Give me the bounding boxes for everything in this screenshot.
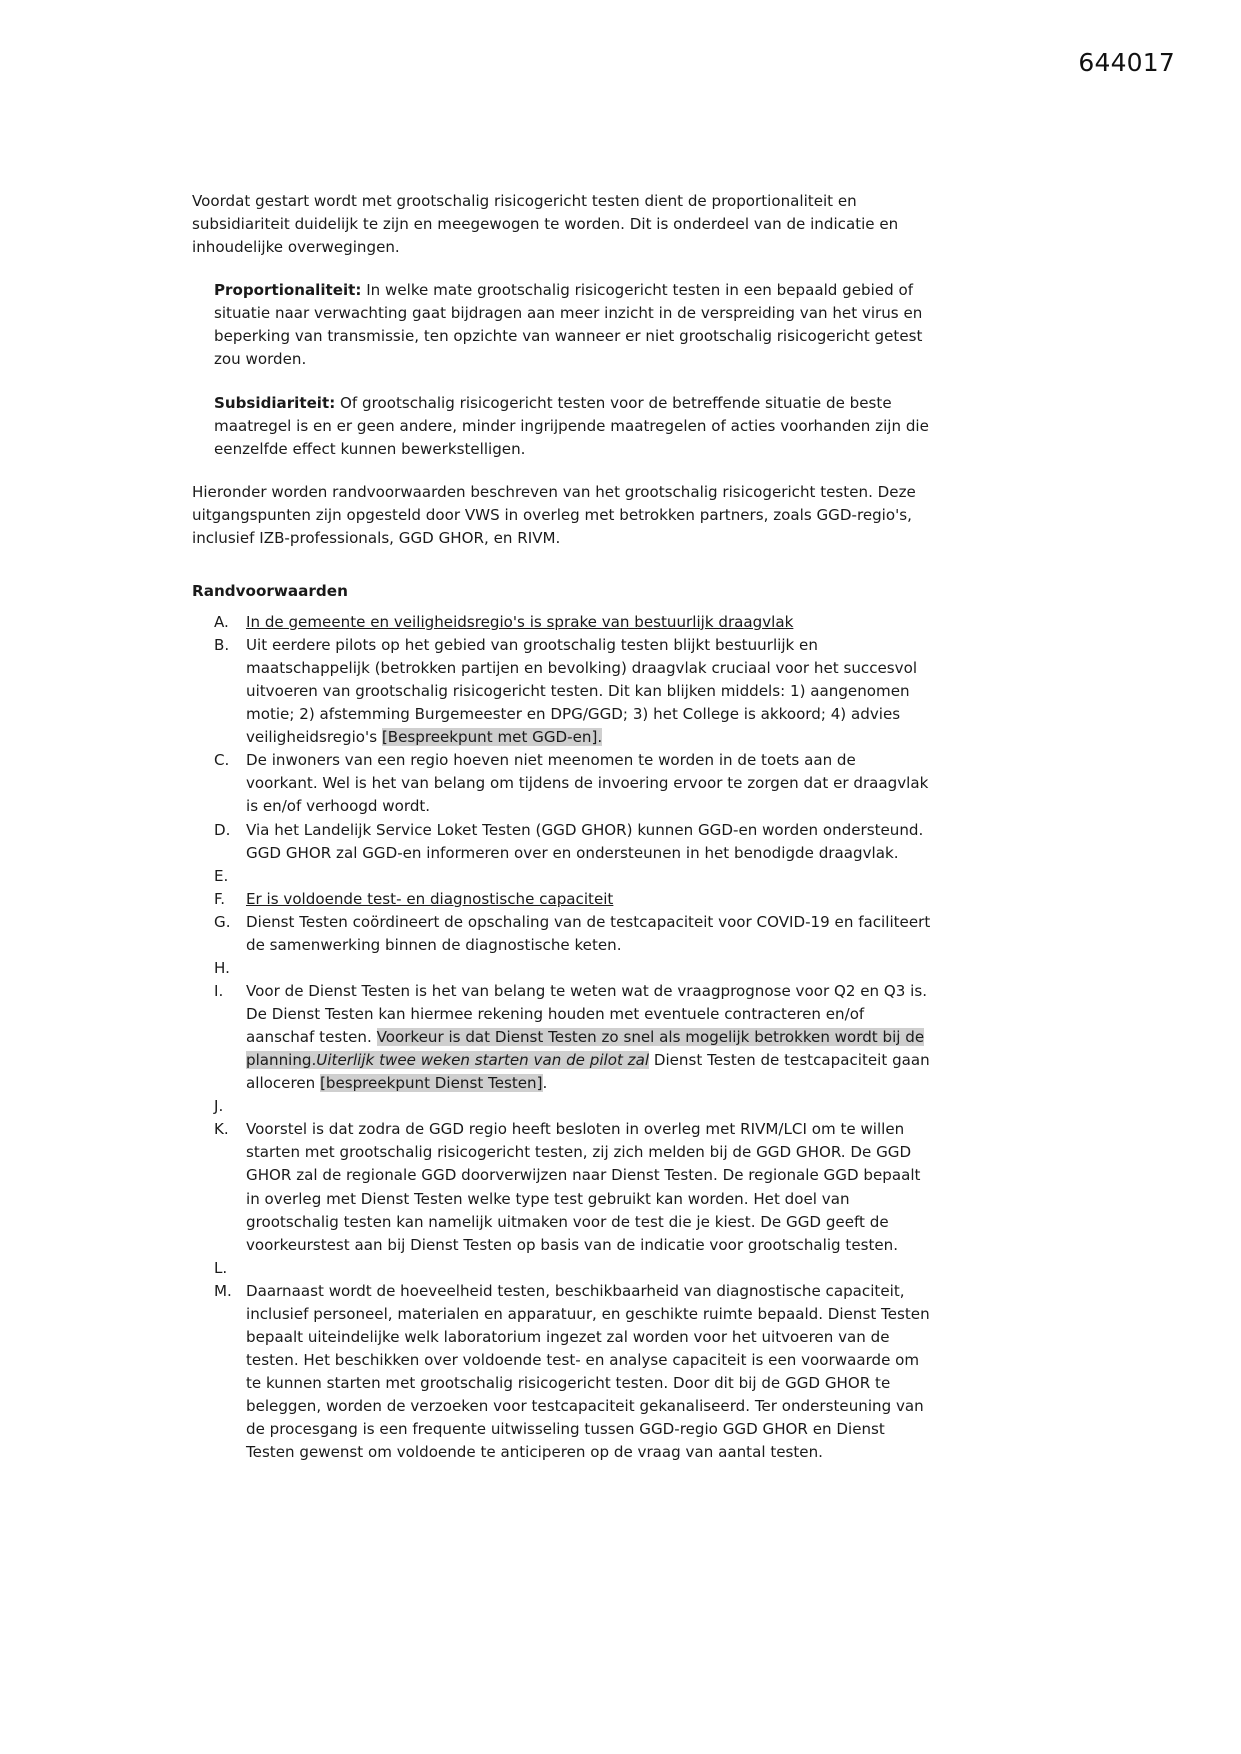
list-item bbox=[192, 611, 932, 634]
list-item-empty bbox=[192, 1257, 932, 1280]
list-marker: B. bbox=[214, 635, 230, 654]
list-marker: E. bbox=[214, 866, 229, 885]
list-item-text: Voorstel is dat zodra de GGD regio heeft besloten in overleg met RIVM/LCI om te willen starten met grootschalig risicogericht testen, zij zich melden bij de GGD GHOR. De GGD GHOR zal de regionale GGD doorverwijzen naar Dienst Testen. De regionale GGD bepaalt in overleg met Dienst Testen welke type test gebruikt kan worden. Het doel van grootschalig testen kan namelijk uitmaken voor de test die je kiest. De GGD geeft de voorkeurstest aan bij Dienst Testen op basis van de indicatie voor grootschalig testen. bbox=[246, 1120, 921, 1254]
definition-subsidiariteit bbox=[214, 392, 932, 461]
list-marker: G. bbox=[214, 912, 231, 931]
list-item bbox=[192, 1118, 932, 1256]
list-item-empty bbox=[192, 957, 932, 980]
definition-text: Of grootschalig risicogericht testen voor de betreffende situatie de beste maatregel is en er geen andere, minder ingrijpende maatregelen of acties voorhanden zijn die eenzelfde effect kunnen bewerkstelligen. bbox=[214, 393, 929, 458]
list-item bbox=[192, 634, 932, 749]
list-item-text: Uit eerdere pilots op het gebied van grootschalig testen blijkt bestuurlijk en maatschappelijk (betrokken partijen en bevolking) draagvlak cruciaal voor het succesvol uitvoeren van grootschalig risicogericht testen. Dit kan blijken middels: 1) aangenomen motie; 2) afstemming Burgemeester en DPG/GGD; 3) het College is akkoord; 4) advies veiligheidsregio's bbox=[246, 635, 918, 747]
definition-term: Subsidiariteit: bbox=[214, 393, 336, 412]
list-marker: L. bbox=[214, 1258, 228, 1277]
list-item-text: Dienst Testen coördineert de opschaling van de testcapaciteit voor COVID-19 en faciliteert de samenwerking binnen de diagnostische keten. bbox=[246, 912, 931, 954]
list-item-text: Daarnaast wordt de hoeveelheid testen, beschikbaarheid van diagnostische capaciteit, inclusief personeel, materialen en apparatuur, en geschikte ruimte bepaald. Dienst Testen bepaalt uiteindelijke welk laboratorium ingezet zal worden voor het uitvoeren van de testen. Het beschikken over voldoende test- en analyse capaciteit is een voorwaarde om te kunnen starten met grootschalig risicogericht testen. Door dit bij de GGD GHOR te beleggen, worden de verzoeken voor testcapaciteit gekanaliseerd. Ter ondersteuning van de procesgang is een frequente uitwisseling tussen GGD-regio GGD GHOR en Dienst Testen gewenst om voldoende te anticiperen op de vraag van aantal testen. bbox=[246, 1281, 930, 1462]
definition-paragraph bbox=[214, 279, 932, 371]
list-item-text: Er is voldoende test- en diagnostische capaciteit bbox=[246, 889, 614, 908]
definition-term: Proportionaliteit: bbox=[214, 281, 362, 300]
intro-paragraph: Voordat gestart wordt met grootschalig risicogericht testen dient de proportionaliteit en subsidiariteit duidelijk te zijn en meegewogen te worden. Dit is onderdeel van de indicatie en inhoudelijke overwegingen. bbox=[192, 192, 899, 257]
section-title: Randvoorwaarden bbox=[192, 582, 348, 601]
document-number: 644017 bbox=[1078, 48, 1175, 77]
definition-text: In welke mate grootschalig risicogericht testen in een bepaald gebied of situatie naar verwachting gaat bijdragen aan meer inzicht in de verspreiding van het virus en beperking van transmissie, ten opzichte van wanneer er niet grootschalig risicogericht getest zou worden. bbox=[214, 281, 923, 369]
list-item-highlight: [Bespreekpunt met GGD-en]. bbox=[381, 728, 603, 747]
list-item-highlight-italic: Uiterlijk twee weken starten van de pilot zal bbox=[316, 1051, 650, 1070]
list-item bbox=[192, 911, 932, 957]
after-paragraph: Hieronder worden randvoorwaarden beschreven van het grootschalig risicogericht testen. Deze uitgangspunten zijn opgesteld door VWS in overleg met betrokken partners, zoals GGD-regio's, inclusief IZB-professionals, GGD GHOR, en RIVM. bbox=[192, 482, 916, 547]
list-item-highlight-1: Voorkeur is dat Dienst Testen zo snel als mogelijk betrokken wordt bij de planning. bbox=[246, 1028, 925, 1070]
list-item-text: De inwoners van een regio hoeven niet meenomen te worden in de toets aan de voorkant. Wel is het van belang om tijdens de invoering ervoor te zorgen dat er draagvlak is en/of verhoogd wordt. bbox=[246, 751, 929, 816]
list-item-empty bbox=[192, 1095, 932, 1118]
list-item-text-middle: Dienst Testen de testcapaciteit gaan alloceren bbox=[246, 1051, 930, 1093]
list-item-text: Voor de Dienst Testen is het van belang te weten wat de vraagprognose voor Q2 en Q3 is. De Dienst Testen kan hiermee rekening houden met eventuele contracteren en/of aanschaf testen. bbox=[246, 981, 928, 1047]
list-item bbox=[192, 980, 932, 1095]
list-item bbox=[192, 888, 932, 911]
document-body bbox=[192, 190, 932, 1464]
list-marker: C. bbox=[214, 751, 230, 770]
list-item bbox=[192, 1280, 932, 1465]
list-item bbox=[192, 819, 932, 865]
list-item-highlight-2: [bespreekpunt Dienst Testen] bbox=[319, 1074, 543, 1093]
list-item-text: Via het Landelijk Service Loket Testen (GGD GHOR) kunnen GGD-en worden ondersteund. GGD GHOR zal GGD-en informeren over en ondersteunen in het benodigde draagvlak. bbox=[246, 820, 924, 862]
list-marker: D. bbox=[214, 820, 231, 839]
list-item-text: In de gemeente en veiligheidsregio's is sprake van bestuurlijk draagvlak bbox=[246, 612, 794, 631]
list-item-empty bbox=[192, 865, 932, 888]
randvoorwaarden-list bbox=[192, 611, 932, 1465]
definition-proportionaliteit bbox=[214, 279, 932, 371]
list-marker: A. bbox=[214, 612, 229, 631]
list-marker: I. bbox=[214, 981, 224, 1000]
list-marker: M. bbox=[214, 1281, 232, 1300]
definition-paragraph bbox=[214, 392, 932, 461]
list-item bbox=[192, 749, 932, 818]
list-marker: F. bbox=[214, 889, 226, 908]
list-marker: J. bbox=[214, 1097, 224, 1116]
list-marker: K. bbox=[214, 1120, 229, 1139]
list-item-text-after: . bbox=[542, 1074, 548, 1093]
list-marker: H. bbox=[214, 958, 230, 977]
